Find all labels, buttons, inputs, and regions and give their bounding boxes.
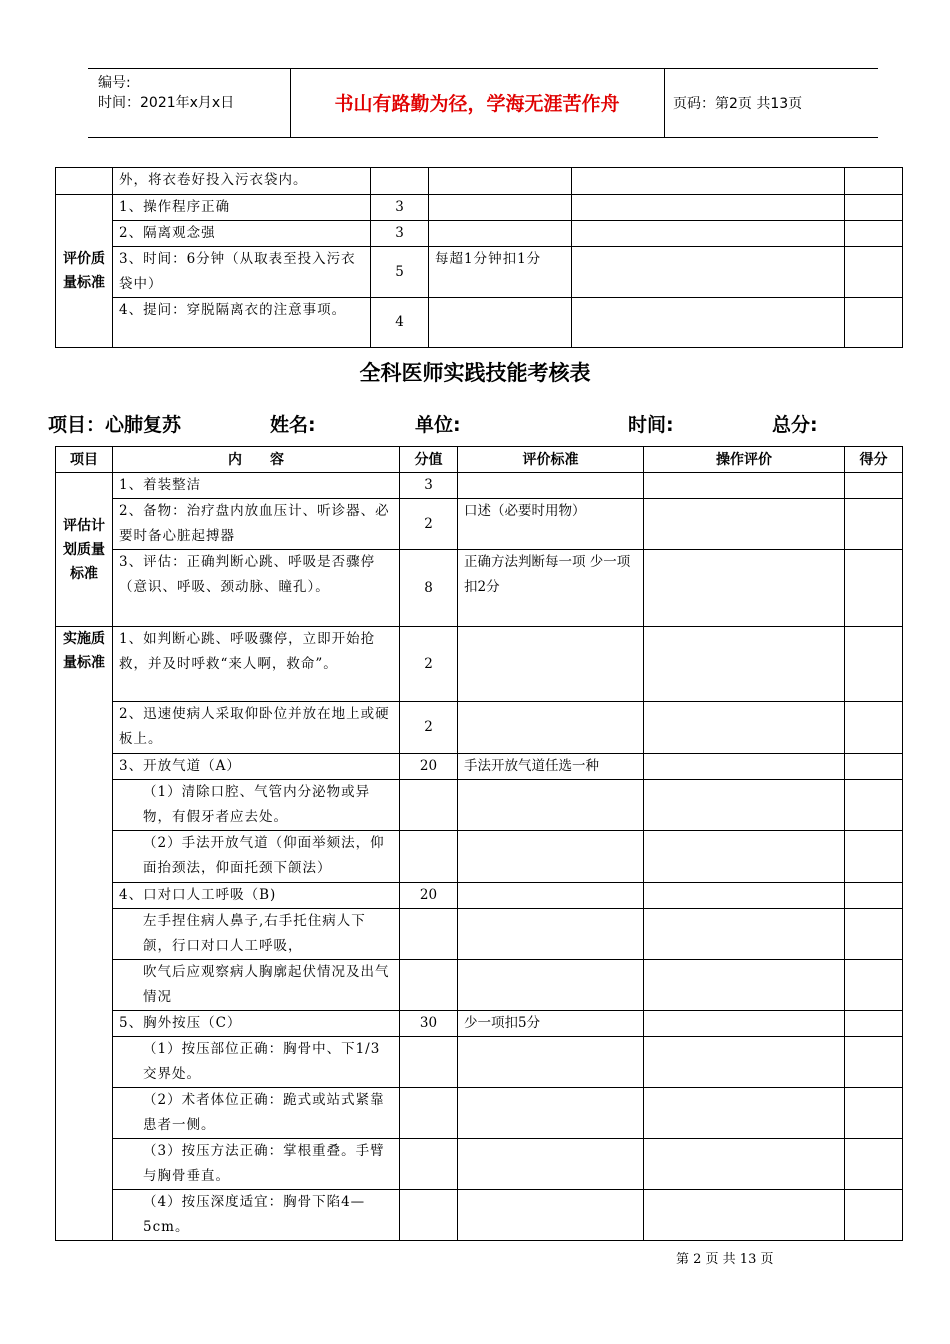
table-row xyxy=(56,754,903,780)
table-row xyxy=(56,221,903,247)
cell-score: 4 xyxy=(371,298,429,348)
unit-label: 单位: xyxy=(415,414,461,436)
header-page-label: 页码：第2页 共13页 xyxy=(673,96,803,112)
cell-standard xyxy=(458,1190,644,1241)
cell-content: 吹气后应观察病人胸廓起伏情况及出气情况 xyxy=(113,960,400,1011)
cell-standard xyxy=(458,473,644,499)
cell-score: 3 xyxy=(371,221,429,247)
cell-standard xyxy=(429,221,572,247)
name-label: 姓名: xyxy=(270,414,316,436)
cell-content: 3、时间：6分钟（从取表至投入污衣袋中） xyxy=(113,247,371,298)
form-title: 全科医师实践技能考核表 xyxy=(359,361,591,385)
cell-score: 3 xyxy=(400,473,458,499)
cell-content: 1、操作程序正确 xyxy=(113,195,371,221)
cell-standard: 正确方法判断每一项 少一项扣2分 xyxy=(458,550,644,627)
cell-content: 3、开放气道（A） xyxy=(113,754,400,780)
table-row xyxy=(56,168,903,195)
time-label: 时间: xyxy=(628,414,674,436)
cell-score: 5 xyxy=(371,247,429,298)
table-row xyxy=(56,883,903,909)
header-content: 内 容 xyxy=(113,447,400,473)
cell-score xyxy=(400,1190,458,1241)
cell-content: 2、迅速使病人采取仰卧位并放在地上或硬板上。 xyxy=(113,702,400,754)
category-cell: 评价质量标准 xyxy=(56,195,113,348)
item-label: 项目：心肺复苏 xyxy=(48,414,182,436)
cell-standard: 口述（必要时用物） xyxy=(458,499,644,550)
cell-score xyxy=(400,780,458,831)
page-footer: 第 2 页 共 13 页 xyxy=(676,1252,774,1267)
date-label: 时间：2021年x月x日 xyxy=(98,95,235,111)
cell-score xyxy=(400,1088,458,1139)
table-row xyxy=(56,1011,903,1037)
header-motto: 书山有路勤为径，学海无涯苦作舟 xyxy=(334,93,620,115)
cell-standard xyxy=(458,627,644,702)
cell-content: 左手捏住病人鼻子,右手托住病人下颌，行口对口人工呼吸， xyxy=(113,909,400,960)
document-header xyxy=(88,68,878,138)
cell-score xyxy=(400,960,458,1011)
cell-score: 3 xyxy=(371,195,429,221)
table-row xyxy=(56,195,903,221)
cell-score: 2 xyxy=(400,627,458,702)
header-standard: 评价标准 xyxy=(458,447,644,473)
cell-standard xyxy=(458,909,644,960)
cell-score: 2 xyxy=(400,499,458,550)
table-row xyxy=(56,1037,903,1088)
cell-content: （1）按压部位正确：胸骨中、下1/3交界处。 xyxy=(113,1037,400,1088)
table-row xyxy=(56,909,903,960)
table-row xyxy=(56,780,903,831)
prev-table xyxy=(55,167,903,348)
table-row xyxy=(56,298,903,348)
cell-standard xyxy=(458,1139,644,1190)
cell-content: 外，将衣卷好投入污衣袋内。 xyxy=(113,168,371,195)
table-row xyxy=(56,831,903,883)
cell-standard xyxy=(458,831,644,883)
cell-score xyxy=(400,1139,458,1190)
cell-score: 2 xyxy=(400,702,458,754)
serial-label: 编号: xyxy=(98,75,131,91)
cell-standard xyxy=(458,702,644,754)
header-item: 项目 xyxy=(56,447,113,473)
cell-content: 3、评估：正确判断心跳、呼吸是否骤停（意识、呼吸、颈动脉、瞳孔）。 xyxy=(113,550,400,627)
header-divider xyxy=(664,69,665,137)
category-cell: 实施质量标准 xyxy=(56,627,113,1241)
cell-score: 20 xyxy=(400,754,458,780)
cell-content: （2）术者体位正确：跪式或站式紧靠患者一侧。 xyxy=(113,1088,400,1139)
cell-standard xyxy=(429,195,572,221)
cell-content: 2、隔离观念强 xyxy=(113,221,371,247)
category-cell: 评估计划质量标准 xyxy=(56,473,113,627)
cell-content: 1、着装整洁 xyxy=(113,473,400,499)
cell-standard: 每超1分钟扣1分 xyxy=(429,247,572,298)
table-row xyxy=(56,247,903,298)
total-label: 总分: xyxy=(772,414,818,436)
table-row xyxy=(56,702,903,754)
cell-content: （4）按压深度适宜：胸骨下陷4—5cm。 xyxy=(113,1190,400,1241)
header-score: 分值 xyxy=(400,447,458,473)
cell-content: （3）按压方法正确：掌根重叠。手臂与胸骨垂直。 xyxy=(113,1139,400,1190)
header-points: 得分 xyxy=(845,447,903,473)
cell-standard: 少一项扣5分 xyxy=(458,1011,644,1037)
cell-standard xyxy=(458,780,644,831)
cell-content: （1）清除口腔、气管内分泌物或异物，有假牙者应去处。 xyxy=(113,780,400,831)
cell-standard xyxy=(458,1088,644,1139)
cell-score xyxy=(400,831,458,883)
cell-score: 30 xyxy=(400,1011,458,1037)
table-row xyxy=(56,473,903,499)
table-row xyxy=(56,1190,903,1241)
table-row xyxy=(56,1139,903,1190)
cell-content: 4、提问：穿脱隔离衣的注意事项。 xyxy=(113,298,371,348)
cell-content: （2）手法开放气道（仰面举颏法，仰面抬颈法，仰面托颈下颌法） xyxy=(113,831,400,883)
cell-score: 20 xyxy=(400,883,458,909)
table-row xyxy=(56,1088,903,1139)
table-row xyxy=(56,499,903,550)
cell-content: 2、备物：治疗盘内放血压计、听诊器、必要时备心脏起搏器 xyxy=(113,499,400,550)
table-row xyxy=(56,550,903,627)
table-header-row xyxy=(56,447,903,473)
assessment-table xyxy=(55,446,903,1241)
cell-score: 8 xyxy=(400,550,458,627)
cell-standard xyxy=(458,883,644,909)
header-evaluation: 操作评价 xyxy=(644,447,845,473)
table-row xyxy=(56,960,903,1011)
cell-score xyxy=(400,1037,458,1088)
cell-content: 4、口对口人工呼吸（B) xyxy=(113,883,400,909)
table-row xyxy=(56,627,903,702)
cell-standard xyxy=(458,1037,644,1088)
cell-score xyxy=(400,909,458,960)
cell-standard xyxy=(458,960,644,1011)
cell-standard xyxy=(429,298,572,348)
cell-content: 5、胸外按压（C） xyxy=(113,1011,400,1037)
cell-standard: 手法开放气道任选一种 xyxy=(458,754,644,780)
cell-content: 1、如判断心跳、呼吸骤停，立即开始抢救，并及时呼救“来人啊，救命”。 xyxy=(113,627,400,702)
header-meta xyxy=(98,73,234,113)
